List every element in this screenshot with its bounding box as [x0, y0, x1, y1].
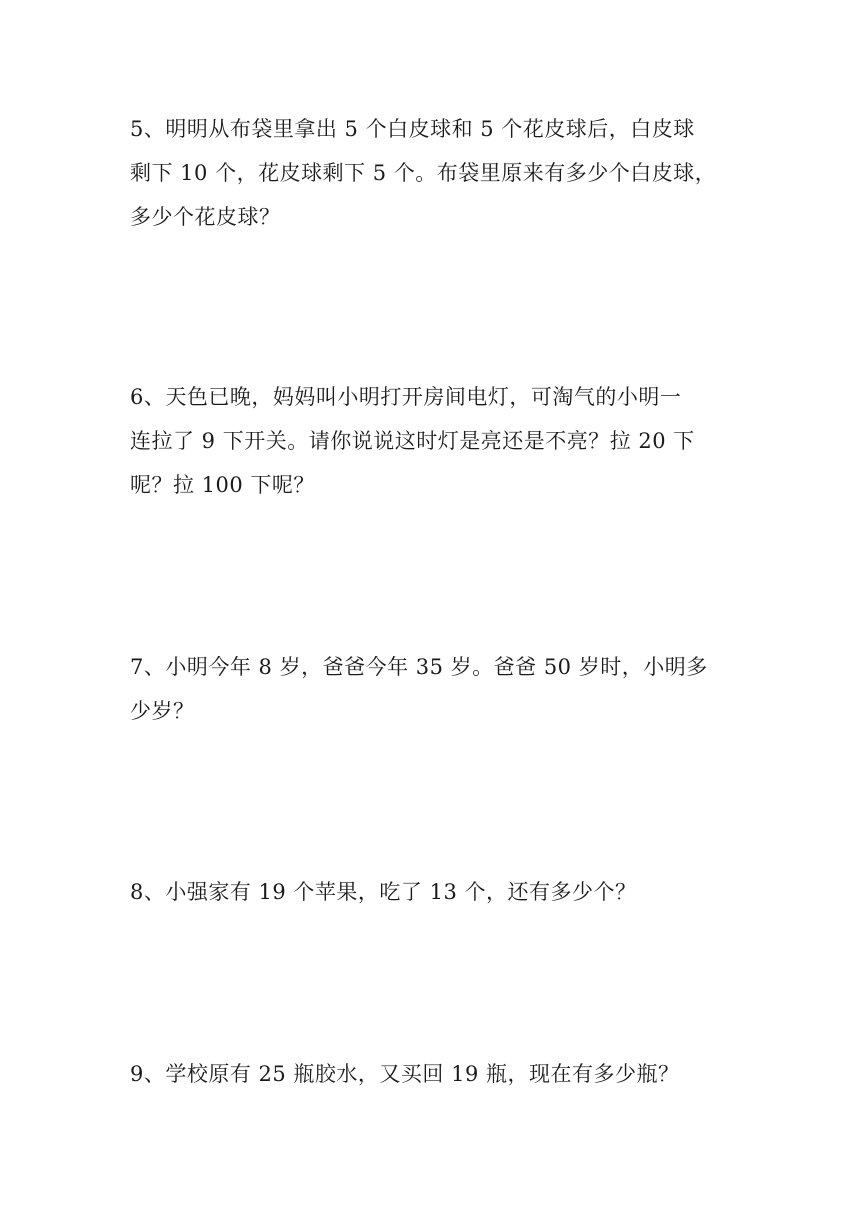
- question-line: 连拉了 9 下开关。请你说说这时灯是亮还是不亮？拉 20 下: [130, 429, 695, 453]
- question-line: 呢？拉 100 下呢？: [130, 473, 315, 497]
- question-line: 少岁？: [130, 699, 195, 723]
- question-line: 6、天色已晚，妈妈叫小明打开房间电灯，可淘气的小明一: [130, 385, 682, 409]
- question-line: 多少个花皮球？: [130, 205, 281, 229]
- question-9: [130, 1052, 735, 1096]
- question-line: 9、学校原有 25 瓶胶水，又买回 19 瓶，现在有多少瓶？: [130, 1062, 680, 1086]
- question-line: 剩下 10 个，花皮球剩下 5 个。布袋里原来有多少个白皮球，: [130, 161, 717, 185]
- question-line: 5、明明从布袋里拿出 5 个白皮球和 5 个花皮球后，白皮球: [130, 117, 695, 141]
- question-7: [130, 645, 735, 733]
- question-line: 7、小明今年 8 岁，爸爸今年 35 岁。爸爸 50 岁时，小明多: [130, 655, 708, 679]
- question-6: [130, 375, 735, 507]
- question-line: 8、小强家有 19 个苹果，吃了 13 个，还有多少个？: [130, 880, 637, 904]
- question-8: [130, 870, 735, 914]
- question-5: [130, 107, 735, 239]
